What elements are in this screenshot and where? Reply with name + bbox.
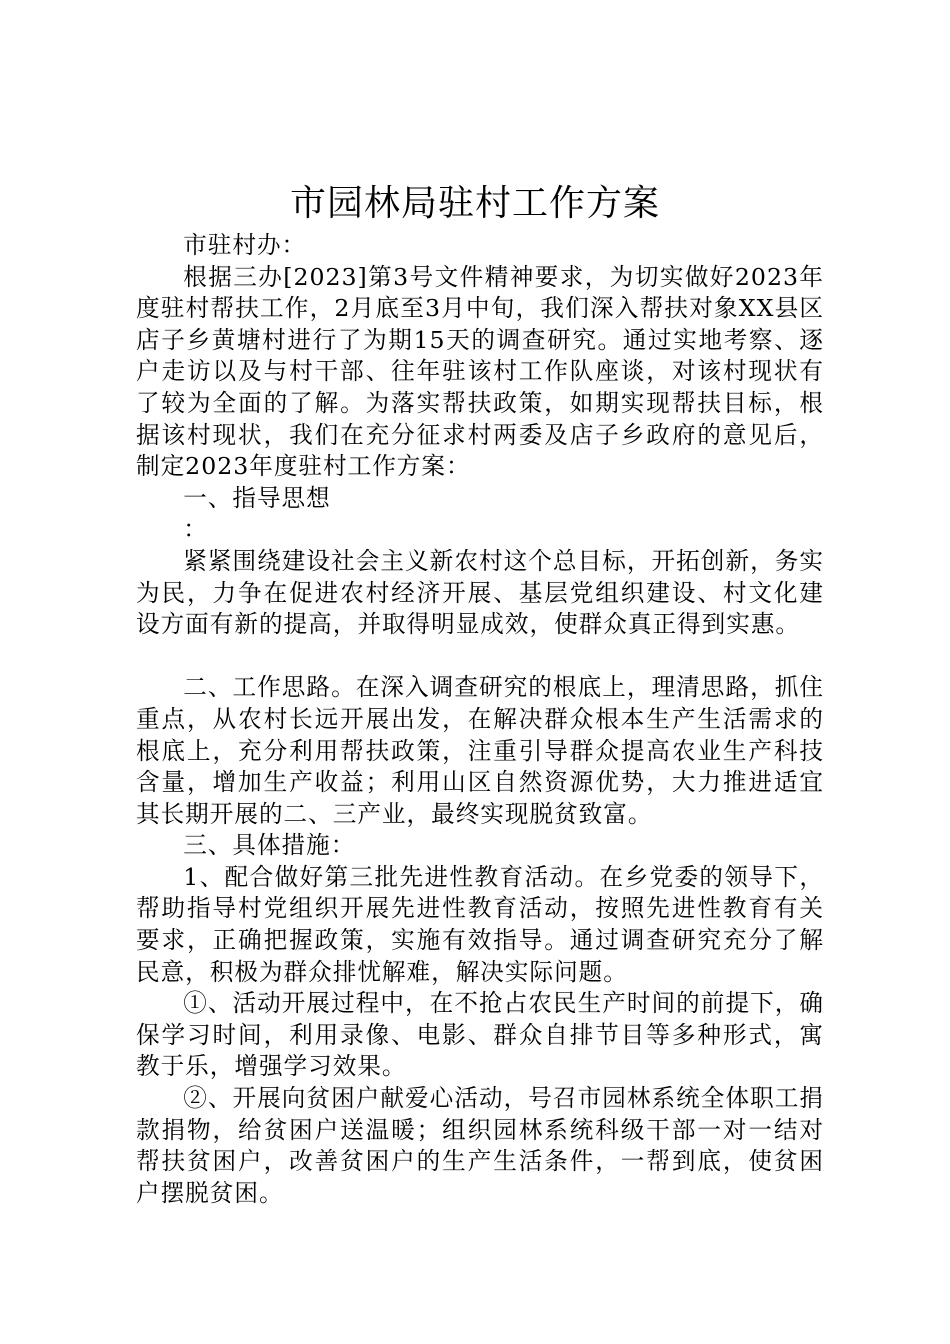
paragraph-guiding-thought: 紧紧围绕建设社会主义新农村这个总目标，开拓创新，务实为民，力争在促进农村经济开展、基层党组织建设、村文化建设方面有新的提高，并取得明显成效，使群众真正得到实惠。 [136, 546, 824, 639]
document-title: 市园林局驻村工作方案 [289, 183, 660, 224]
paragraph-measure-1: 1、配合做好第三批先进性教育活动。在乡党委的领导下，帮助指导村党组织开展先进性教育活动，按照先进性教育有关要求，正确把握政策，实施有效指导。通过调查研究充分了解民意，积极为群众排忧解难，解决实际问题。 [136, 862, 824, 986]
heading-specific-measures: 三、具体措施： [183, 831, 356, 860]
document-body [136, 230, 824, 1209]
paragraph-measure-1-b: ②、开展向贫困户献爱心活动，号召市园林系统全体职工捐款捐物，给贫困户送温暖；组织园林系统科级干部一对一结对帮扶贫困户，改善贫困户的生产生活条件，一帮到底，使贫困户摆脱贫困。 [136, 1084, 824, 1207]
salutation: 市驻村办： [183, 231, 307, 259]
colon-line: ： [183, 515, 208, 544]
heading-guiding-thought: 一、指导思想 [183, 483, 331, 512]
paragraph-work-approach: 二、工作思路。在深入调查研究的根底上，理清思路，抓住重点，从农村长远开展出发，在解决群众根本生产生活需求的根底上，充分利用帮扶政策，注重引导群众提高农业生产科技含量，增加生产收益；利用山区自然资源优势，大力推进适宜其长期开展的二、三产业，最终实现脱贫致富。 [136, 673, 824, 828]
paragraph-measure-1-a: ①、活动开展过程中，在不抢占农民生产时间的前提下，确保学习时间，利用录像、电影、群众自排节目等多种形式，寓教于乐，增强学习效果。 [136, 989, 824, 1081]
paragraph-intro: 根据三办[2023]第3号文件精神要求，为切实做好2023年度驻村帮扶工作，2月底至3月中旬，我们深入帮扶对象XX县区店子乡黄塘村进行了为期15天的调查研究。通过实地考察、逐户走访以及与村干部、往年驻该村工作队座谈，对该村现状有了较为全面的了解。为落实帮扶政策，如期实现帮扶目标，根据该村现状，我们在充分征求村两委及店子乡政府的意见后，制定2023年度驻村工作方案： [136, 262, 824, 481]
blank-line [136, 641, 824, 673]
